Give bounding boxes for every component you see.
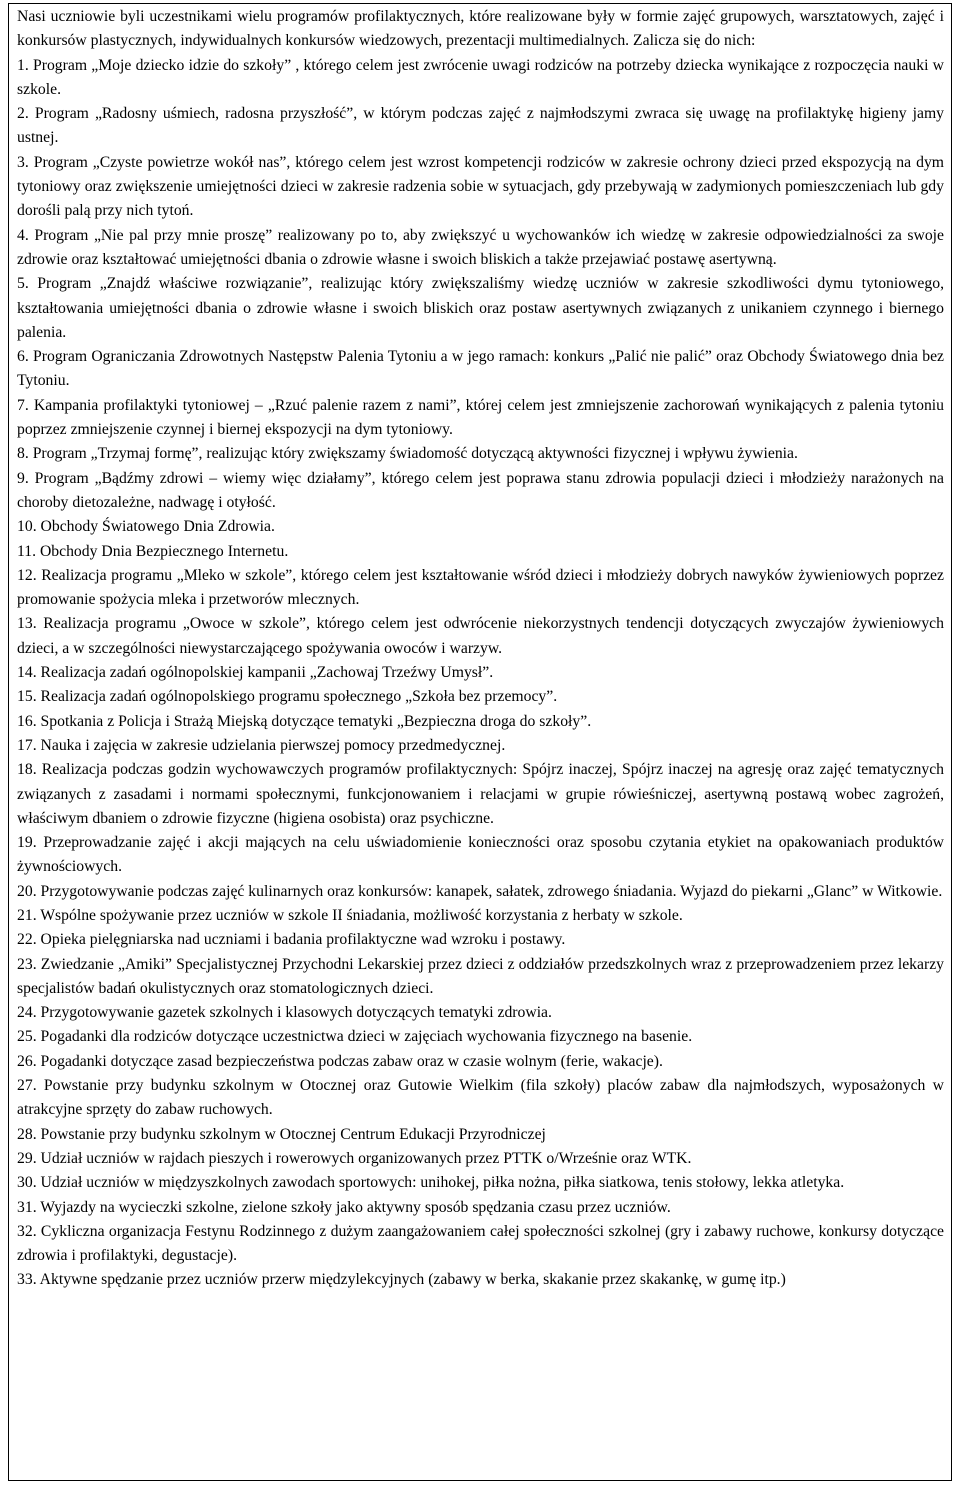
list-item-14: 14. Realizacja zadań ogólnopolskiej kampanii „Zachowaj Trzeźwy Umysł”. bbox=[17, 664, 494, 682]
list-item-13: 13. Realizacja programu „Owoce w szkole”, którego celem jest odwrócenie niekorzystnych tendencji dotyczących zwyczajów żywieniowych dzieci, a w szczególności niewystarczającego spożywania owoców i warzyw. bbox=[17, 615, 944, 657]
list-item-5: 5. Program „Znajdź właściwe rozwiązanie”, realizując który zwiększaliśmy wiedzę uczniów w zakresie szkodliwości dymu tytoniowego, kształtowania umiejętności dbania o zdrowie własne i swoich bliskich oraz postaw asertywnych związanych z unikaniem czynnego i biernego palenia. bbox=[17, 275, 944, 341]
list-item-28: 28. Powstanie przy budynku szkolnym w Otocznej Centrum Edukacji Przyrodniczej bbox=[17, 1125, 546, 1143]
list-item-6: 6. Program Ograniczania Zdrowotnych Następstw Palenia Tytoniu a w jego ramach: konkurs „Palić nie palić” oraz Obchody Światowego dnia bez Tytoniu. bbox=[17, 348, 944, 390]
list-item-21: 21. Wspólne spożywanie przez uczniów w szkole II śniadania, możliwość korzystania z herbaty w szkole. bbox=[17, 906, 683, 924]
list-item-29: 29. Udział uczniów w rajdach pieszych i rowerowych organizowanych przez PTTK o/Wrześnie oraz WTK. bbox=[17, 1149, 692, 1167]
list-item-7: 7. Kampania profilaktyki tytoniowej – „Rzuć palenie razem z nami”, której celem jest zmniejszenie zachorowań wynikających z palenia tytoniu poprzez zmniejszenie czynnej i biernej ekspozycji na dym tytoniowy. bbox=[17, 396, 944, 439]
list-item-12: 12. Realizacja programu „Mleko w szkole”, którego celem jest kształtowanie wśród dzieci i młodzieży dobrych nawyków żywieniowych poprzez promowanie spożycia mleka i przetworów mlecznych. bbox=[17, 566, 944, 609]
list-item-18: 18. Realizacja podczas godzin wychowawczych programów profilaktycznych: Spójrz inaczej, Spójrz inaczej na agresję oraz zajęć tematycznych związanych z zasadami i normami społecznymi, funkcjonowaniem i relacjami w grupie rówieśniczej, asertywną postawą wobec zagrożeń, właściwym dbaniem o zdrowie fizyczne (higiena osobista) oraz psychiczne. bbox=[17, 761, 944, 827]
list-item-10: 10. Obchody Światowego Dnia Zdrowia. bbox=[17, 518, 275, 536]
list-item-3: 3. Program „Czyste powietrze wokół nas”, którego celem jest wzrost kompetencji rodziców w zakresie ochrony dzieci przed ekspozycją na dym tytoniowy oraz zwiększenie umiejętności dzieci w zakresie radzenia sobie w sytuacjach, gdy przebywają w zadymionych pomieszczeniach lub gdy dorośli palą przy nich tytoń. bbox=[17, 153, 944, 220]
list-item-8: 8. Program „Trzymaj formę”, realizując który zwiększamy świadomość dotyczącą aktywności fizycznej i wpływu żywienia. bbox=[17, 445, 798, 463]
list-item-27: 27. Powstanie przy budynku szkolnym w Otocznej oraz Gutowie Wielkim (fila szkoły) placów zabaw dla najmłodszych, wyposażonych w atrakcyjne sprzęty do zabaw ruchowych. bbox=[17, 1077, 944, 1119]
text-frame bbox=[8, 3, 952, 1481]
list-item-33: 33. Aktywne spędzanie przez uczniów przerw międzylekcyjnych (zabawy w berka, skakanie przez skakankę, w gumę itp.) bbox=[17, 1271, 786, 1289]
list-item-24: 24. Przygotowywanie gazetek szkolnych i klasowych dotyczących tematyki zdrowia. bbox=[17, 1004, 552, 1022]
list-item-26: 26. Pogadanki dotyczące zasad bezpieczeństwa podczas zabaw oraz w czasie wolnym (ferie, wakacje). bbox=[17, 1052, 663, 1070]
list-item-11: 11. Obchody Dnia Bezpiecznego Internetu. bbox=[17, 542, 289, 560]
list-item-23: 23. Zwiedzanie „Amiki” Specjalistycznej Przychodni Lekarskiej przez dzieci z oddziałów przedszkolnych wraz z przeprowadzeniem przez lekarzy specjalistów badań okulistycznych oraz stomatologicznych dzieci. bbox=[17, 955, 944, 997]
list-item-31: 31. Wyjazdy na wycieczki szkolne, zielone szkoły jako aktywny sposób spędzania czasu przez uczniów. bbox=[17, 1198, 671, 1216]
list-item-17: 17. Nauka i zajęcia w zakresie udzielania pierwszej pomocy przedmedycznej. bbox=[17, 736, 506, 754]
list-item-25: 25. Pogadanki dla rodziców dotyczące uczestnictwa dzieci w zajęciach wychowania fizycznego na basenie. bbox=[17, 1028, 693, 1046]
list-item-30: 30. Udział uczniów w międzyszkolnych zawodach sportowych: unihokej, piłka nożna, piłka siatkowa, tenis stołowy, lekka atletyka. bbox=[17, 1174, 845, 1192]
list-item-9: 9. Program „Bądźmy zdrowi – wiemy więc działamy”, którego celem jest poprawa stanu zdrowia populacji dzieci i młodzieży narażonych na choroby dietozależne, nadwagę i otyłość. bbox=[17, 469, 944, 511]
list-item-16: 16. Spotkania z Policja i Strażą Miejską dotyczące tematyki „Bezpieczna droga do szkoły”. bbox=[17, 712, 592, 730]
list-item-15: 15. Realizacja zadań ogólnopolskiego programu społecznego „Szkoła bez przemocy”. bbox=[17, 688, 558, 706]
intro-paragraph: Nasi uczniowie byli uczestnikami wielu programów profilaktycznych, które realizowane były w formie zajęć grupowych, warsztatowych, zajęć i konkursów plastycznych, indywidualnych konkursów wiedzowych, prezentacji multimedialnych. Zalicza się do nich: bbox=[17, 8, 944, 50]
list-item-20: 20. Przygotowywanie podczas zajęć kulinarnych oraz konkursów: kanapek, sałatek, zdrowego śniadania. Wyjazd do piekarni „Glanc” w Witkowie. bbox=[17, 882, 943, 900]
list-item-4: 4. Program „Nie pal przy mnie proszę” realizowany po to, aby zwiększyć u wychowanków ich wiedzę w zakresie odpowiedzialności za swoje zdrowie oraz kształtować umiejętności dbania o zdrowie własne i swoich bliskich a także przejawiać postawę asertywną. bbox=[17, 226, 944, 268]
list-item-32: 32. Cykliczna organizacja Festynu Rodzinnego z dużym zaangażowaniem całej społeczności szkolnej (gry i zabawy ruchowe, konkursy dotyczące zdrowia i profilaktyki, degustacje). bbox=[17, 1222, 944, 1265]
list-item-19: 19. Przeprowadzanie zajęć i akcji mających na celu uświadomienie konieczności oraz sposobu czytania etykiet na opakowaniach produktów żywnościowych. bbox=[17, 834, 944, 876]
list-item-2: 2. Program „Radosny uśmiech, radosna przyszłość”, w którym podczas zajęć z najmłodszymi zwraca się uwagę na profilaktykę higieny jamy ustnej. bbox=[17, 105, 944, 147]
list-item-22: 22. Opieka pielęgniarska nad uczniami i badania profilaktyczne wad wzroku i postawy. bbox=[17, 931, 566, 949]
document-body bbox=[17, 5, 944, 1293]
list-item-1: 1. Program „Moje dziecko idzie do szkoły” , którego celem jest zwrócenie uwagi rodziców na potrzeby dziecka wynikające z rozpoczęcia nauki w szkole. bbox=[17, 56, 944, 98]
